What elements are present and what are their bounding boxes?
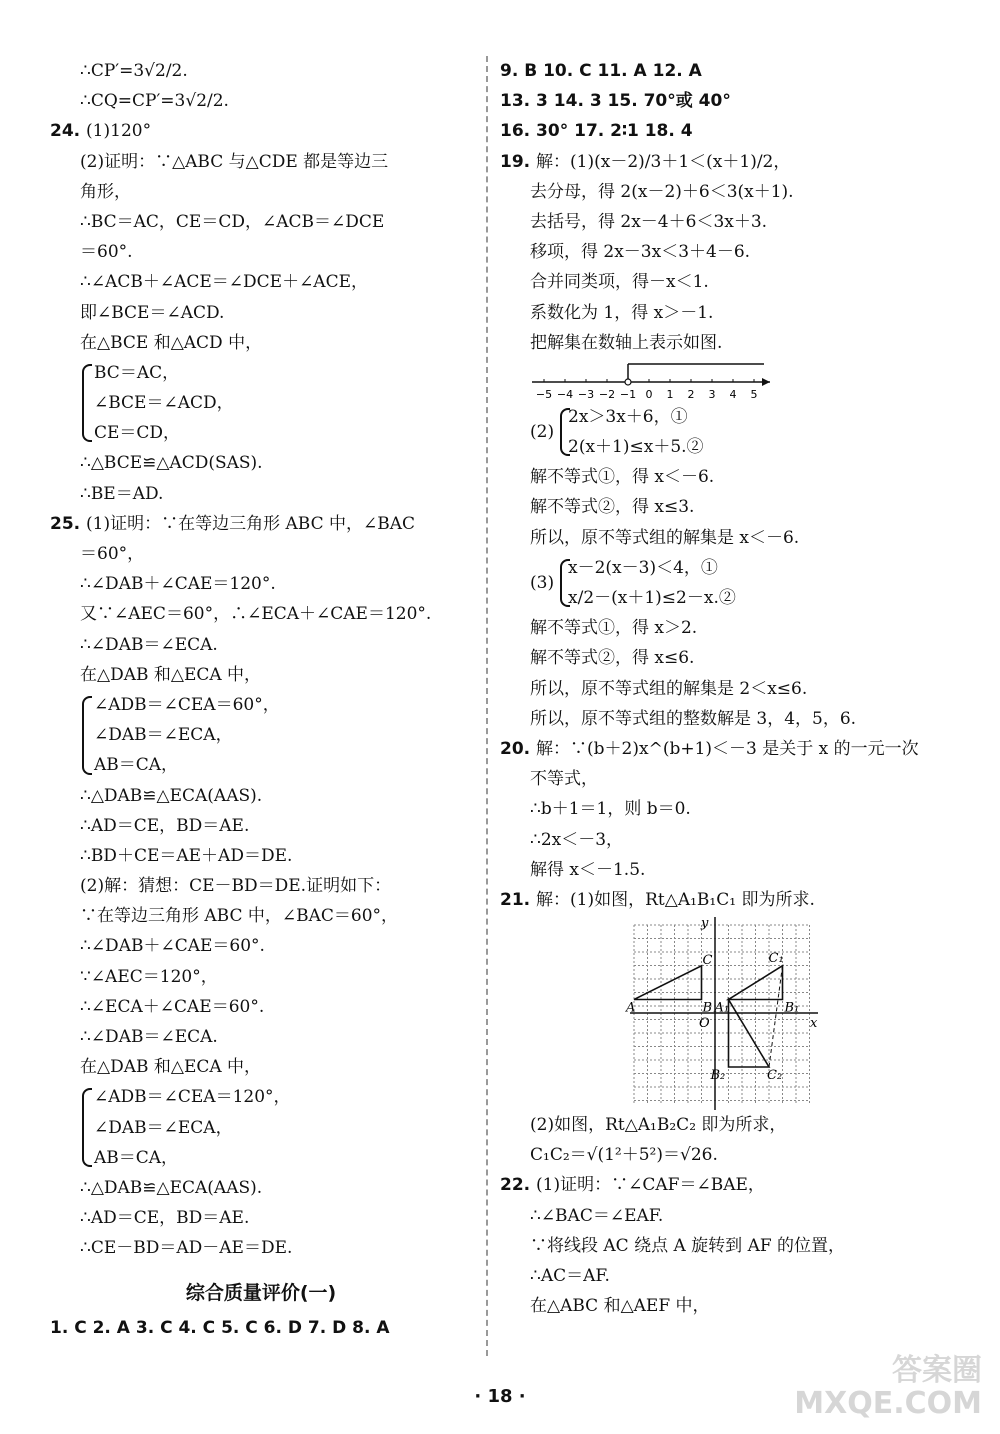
text-line bbox=[500, 177, 950, 207]
watermark-url: MXQE.COM bbox=[794, 1386, 982, 1421]
line-text: C₁C₂＝√(1²＋5²)＝√26. bbox=[530, 1145, 718, 1166]
line-text: ＝60°. bbox=[80, 242, 133, 263]
text-line bbox=[500, 734, 950, 764]
text-line bbox=[50, 811, 472, 841]
text-line bbox=[500, 1170, 950, 1200]
brace bbox=[560, 408, 570, 456]
text-line bbox=[50, 901, 472, 931]
question-number: 19. bbox=[500, 151, 537, 172]
text-line bbox=[500, 116, 950, 146]
page-number: · 18 · bbox=[474, 1386, 526, 1407]
watermark-logo: 答案圈 bbox=[892, 1353, 982, 1388]
tick-label: 1 bbox=[666, 387, 674, 401]
line-text: ∴∠DAB＝∠ECA. bbox=[80, 1027, 218, 1047]
text-line bbox=[500, 267, 950, 297]
line-text: 把解集在数轴上表示如图. bbox=[530, 332, 723, 353]
system-line: ∠DAB＝∠ECA， bbox=[94, 725, 233, 746]
question-number: 25. bbox=[50, 513, 87, 534]
text-line bbox=[500, 56, 950, 86]
text-line bbox=[500, 492, 950, 522]
section-title: 综合质量评价(一) bbox=[185, 1281, 337, 1304]
number-line bbox=[530, 358, 950, 402]
text-line bbox=[50, 56, 472, 86]
tick-label: −4 bbox=[556, 387, 574, 401]
text-line bbox=[50, 1233, 472, 1263]
line-text: 解：(1)(x－2)/3＋1＜(x＋1)/2， bbox=[536, 151, 791, 172]
line-text: 在△BCE 和△ACD 中， bbox=[80, 332, 263, 353]
line-text: ＝60°， bbox=[80, 544, 145, 564]
line-text: ∴∠BAC＝∠EAF. bbox=[530, 1205, 664, 1226]
text-line bbox=[50, 1203, 472, 1233]
tick-label: −2 bbox=[598, 387, 616, 401]
text-line bbox=[500, 885, 950, 915]
text-line bbox=[50, 1173, 472, 1203]
label-C2: C₂ bbox=[767, 1068, 783, 1084]
text-line bbox=[50, 237, 472, 267]
line-text: 所以，原不等式组的解集是 2＜x≤6. bbox=[530, 678, 808, 699]
text-line bbox=[50, 177, 472, 207]
system-line: CE＝CD， bbox=[94, 423, 181, 444]
text-line bbox=[50, 509, 472, 539]
text-line bbox=[50, 962, 472, 992]
question-number: 21. bbox=[500, 889, 537, 910]
text-line bbox=[50, 599, 472, 629]
text-line bbox=[500, 207, 950, 237]
question-number: 24. bbox=[50, 121, 87, 142]
text-line bbox=[50, 116, 472, 146]
line-text: 解：(1)如图，Rt△A₁B₁C₁ 即为所求. bbox=[536, 889, 815, 910]
line-text: (1)120° bbox=[86, 121, 152, 142]
system-line: ∠DAB＝∠ECA， bbox=[94, 1117, 233, 1138]
text-line bbox=[50, 86, 472, 116]
system-line: 2x＞3x＋6，① bbox=[568, 406, 688, 427]
system-label: (3) bbox=[530, 573, 555, 593]
tick-label: −5 bbox=[535, 387, 553, 401]
line-text: ∴CE－BD＝AD－AE＝DE. bbox=[80, 1238, 293, 1259]
axis-arrow bbox=[762, 378, 770, 386]
line-text: 解：∵(b＋2)x^(b+1)＜－3 是关于 x 的一元一次 bbox=[536, 738, 919, 759]
system-line: x/2－(x＋1)≤2－x.② bbox=[568, 588, 736, 608]
open-point bbox=[625, 379, 631, 385]
tick-label: 3 bbox=[708, 387, 716, 401]
text-line bbox=[500, 1140, 950, 1170]
text-line bbox=[500, 1261, 950, 1291]
line-text: 16. 30° 17. 2∶1 18. 4 bbox=[500, 121, 693, 142]
system-line: AB＝CA， bbox=[94, 1147, 179, 1168]
text-line bbox=[50, 147, 472, 177]
line-text: ∴∠DAB＝∠ECA. bbox=[80, 634, 218, 655]
line-text: 解不等式②，得 x≤6. bbox=[530, 648, 695, 669]
text-line bbox=[500, 794, 950, 824]
line-text: ∴CP′=3√2/2. bbox=[80, 61, 188, 81]
label-B1: B₁ bbox=[784, 1000, 800, 1016]
text-line bbox=[500, 855, 950, 885]
line-text: 在△ABC 和△AEF 中， bbox=[530, 1296, 710, 1317]
text-line bbox=[50, 539, 472, 569]
label-B: B bbox=[702, 1000, 713, 1016]
segment-C1C2 bbox=[769, 966, 783, 1067]
question-number: 22. bbox=[500, 1175, 537, 1196]
text-line bbox=[500, 1110, 950, 1140]
text-line bbox=[500, 1291, 950, 1321]
text-line bbox=[500, 237, 950, 267]
label-B2: B₂ bbox=[710, 1068, 726, 1084]
line-text: ∴△BCE≌△ACD(SAS). bbox=[80, 453, 263, 474]
coordinate-grid-figure bbox=[626, 915, 820, 1110]
line-text: ∴BC＝AC，CE＝CD，∠ACB＝∠DCE bbox=[80, 211, 385, 232]
line-text: 即∠BCE＝∠ACD. bbox=[80, 302, 225, 323]
column-divider bbox=[486, 56, 488, 1356]
number-line-svg bbox=[530, 358, 780, 402]
line-text: 移项，得 2x－3x＜3＋4－6. bbox=[530, 242, 751, 263]
tick-label: 4 bbox=[729, 387, 737, 401]
line-text: 9. B 10. C 11. A 12. A bbox=[500, 61, 702, 81]
line-text: ∴∠ECA＋∠CAE＝60°. bbox=[80, 996, 265, 1017]
line-text: 去括号，得 2x－4＋6＜3x＋3. bbox=[530, 211, 768, 232]
brace bbox=[560, 559, 570, 607]
text-line bbox=[50, 992, 472, 1022]
line-text: ∴△DAB≌△ECA(AAS). bbox=[80, 1177, 263, 1198]
line-text: ∴CQ=CP′=3√2/2. bbox=[80, 91, 229, 112]
line-text: ∴AC＝AF. bbox=[530, 1266, 610, 1286]
line-text: ∴BD＋CE＝AE＋AD＝DE. bbox=[80, 845, 293, 866]
line-text: 又∵∠AEC＝60°，∴∠ECA＋∠CAE＝120°. bbox=[80, 604, 432, 625]
line-text: (1)证明：∵∠CAF＝∠BAE， bbox=[536, 1175, 765, 1196]
line-text: 合并同类项，得－x＜1. bbox=[530, 272, 709, 293]
line-text: ∵将线段 AC 绕点 A 旋转到 AF 的位置， bbox=[530, 1235, 846, 1256]
line-text: 解不等式②，得 x≤3. bbox=[530, 497, 695, 518]
line-text: 在△DAB 和△ECA 中， bbox=[80, 1057, 262, 1078]
text-line bbox=[500, 147, 950, 177]
text-line bbox=[50, 569, 472, 599]
equation-system bbox=[50, 358, 472, 449]
text-line bbox=[500, 523, 950, 553]
line-text: ∴△DAB≌△ECA(AAS). bbox=[80, 785, 263, 806]
text-line bbox=[500, 86, 950, 116]
line-text: 所以，原不等式组的整数解是 3，4，5，6. bbox=[530, 708, 857, 729]
line-text: ∴∠DAB＋∠CAE＝120°. bbox=[80, 574, 276, 595]
brace bbox=[82, 1088, 92, 1167]
right-column bbox=[500, 56, 950, 1321]
label-O: O bbox=[699, 1016, 710, 1032]
line-text: ∴BE＝AD. bbox=[80, 483, 164, 504]
label-A: A bbox=[626, 1000, 636, 1016]
line-text: (2)解：猜想：CE－BD＝DE.证明如下： bbox=[80, 876, 392, 897]
text-line bbox=[50, 871, 472, 901]
line-text: ∴∠DAB＋∠CAE＝60°. bbox=[80, 936, 265, 957]
line-text: 所以，原不等式组的解集是 x＜－6. bbox=[530, 527, 800, 548]
system-line: BC＝AC， bbox=[94, 362, 180, 383]
line-text: 角形， bbox=[80, 181, 131, 202]
system-line: ∠ADB＝∠CEA＝120°， bbox=[94, 1087, 291, 1108]
text-line bbox=[50, 1052, 472, 1082]
text-line bbox=[500, 328, 950, 358]
line-text: 去分母，得 2(x－2)＋6＜3(x＋1). bbox=[530, 181, 794, 202]
line-text: ∴2x＜－3， bbox=[530, 829, 624, 850]
line-text: 13. 3 14. 3 15. 70°或 40° bbox=[500, 91, 731, 112]
line-text: (2)证明：∵△ABC 与△CDE 都是等边三 bbox=[80, 151, 389, 172]
system-line: AB＝CA， bbox=[94, 755, 179, 776]
line-text: ∴AD＝CE，BD＝AE. bbox=[80, 815, 250, 836]
label-C: C bbox=[702, 952, 713, 968]
watermark bbox=[794, 1354, 982, 1420]
text-line bbox=[500, 298, 950, 328]
text-line bbox=[50, 328, 472, 358]
text-line bbox=[50, 660, 472, 690]
tick-label: −3 bbox=[577, 387, 595, 401]
text-line bbox=[500, 764, 950, 794]
text-line bbox=[50, 267, 472, 297]
label-x: x bbox=[810, 1016, 818, 1032]
line-text: ∴AD＝CE，BD＝AE. bbox=[80, 1208, 250, 1229]
system-line: x－2(x－3)＜4，① bbox=[568, 557, 718, 578]
label-A1: A₁ bbox=[714, 1000, 730, 1016]
line-text: (1)证明：∵在等边三角形 ABC 中，∠BAC bbox=[86, 513, 416, 534]
brace bbox=[82, 696, 92, 775]
line-text: 在△DAB 和△ECA 中， bbox=[80, 664, 262, 685]
text-line bbox=[50, 1022, 472, 1052]
text-line bbox=[500, 1201, 950, 1231]
grid-svg bbox=[626, 915, 820, 1110]
text-line bbox=[50, 841, 472, 871]
text-line bbox=[50, 479, 472, 509]
text-line bbox=[50, 448, 472, 478]
tick-label: 5 bbox=[750, 387, 758, 401]
left-column bbox=[50, 56, 472, 1343]
text-line bbox=[500, 462, 950, 492]
tick-label: −1 bbox=[619, 387, 637, 401]
system-line: 2(x＋1)≤x＋5.② bbox=[568, 437, 704, 458]
line-text: (2)如图，Rt△A₁B₂C₂ 即为所求， bbox=[530, 1115, 787, 1136]
text-line bbox=[50, 207, 472, 237]
label-C1: C₁ bbox=[768, 950, 784, 966]
question-number: 20. bbox=[500, 738, 537, 759]
text-line bbox=[50, 931, 472, 961]
equation-system bbox=[50, 690, 472, 781]
line-text: ∴∠ACB＋∠ACE＝∠DCE＋∠ACE， bbox=[80, 272, 369, 293]
line-text: ∵∠AEC＝120°， bbox=[80, 966, 218, 987]
text-line bbox=[50, 781, 472, 811]
line-text: ∴b＋1＝1，则 b＝0. bbox=[530, 799, 691, 820]
line-text: 不等式， bbox=[530, 769, 598, 790]
inequality-system bbox=[500, 553, 950, 613]
line-text: 系数化为 1，得 x＞－1. bbox=[530, 302, 714, 323]
line-text: 解不等式①，得 x＜－6. bbox=[530, 467, 715, 488]
triangle-ABC bbox=[634, 966, 702, 1000]
brace bbox=[82, 364, 92, 443]
text-line bbox=[50, 298, 472, 328]
text-line bbox=[500, 674, 950, 704]
text-line bbox=[500, 825, 950, 855]
system-line: ∠ADB＝∠CEA＝60°， bbox=[94, 694, 280, 715]
tick-label: 0 bbox=[645, 387, 653, 401]
label-y: y bbox=[701, 916, 709, 932]
text-line bbox=[500, 613, 950, 643]
system-label: (2) bbox=[530, 422, 555, 443]
line-text: 解不等式①，得 x＞2. bbox=[530, 618, 698, 639]
inequality-system bbox=[500, 402, 950, 462]
text-line bbox=[50, 630, 472, 660]
line-text: ∵在等边三角形 ABC 中，∠BAC＝60°， bbox=[80, 906, 399, 927]
system-line: ∠BCE＝∠ACD， bbox=[94, 393, 234, 414]
tick-label: 2 bbox=[687, 387, 695, 401]
equation-system bbox=[50, 1082, 472, 1173]
text-line bbox=[500, 1231, 950, 1261]
text-line bbox=[500, 643, 950, 673]
mc-answer-row: 1. C 2. A 3. C 4. C 5. C 6. D 7. D 8. A bbox=[50, 1317, 390, 1338]
line-text: 解得 x＜－1.5. bbox=[530, 859, 646, 880]
text-line bbox=[500, 704, 950, 734]
